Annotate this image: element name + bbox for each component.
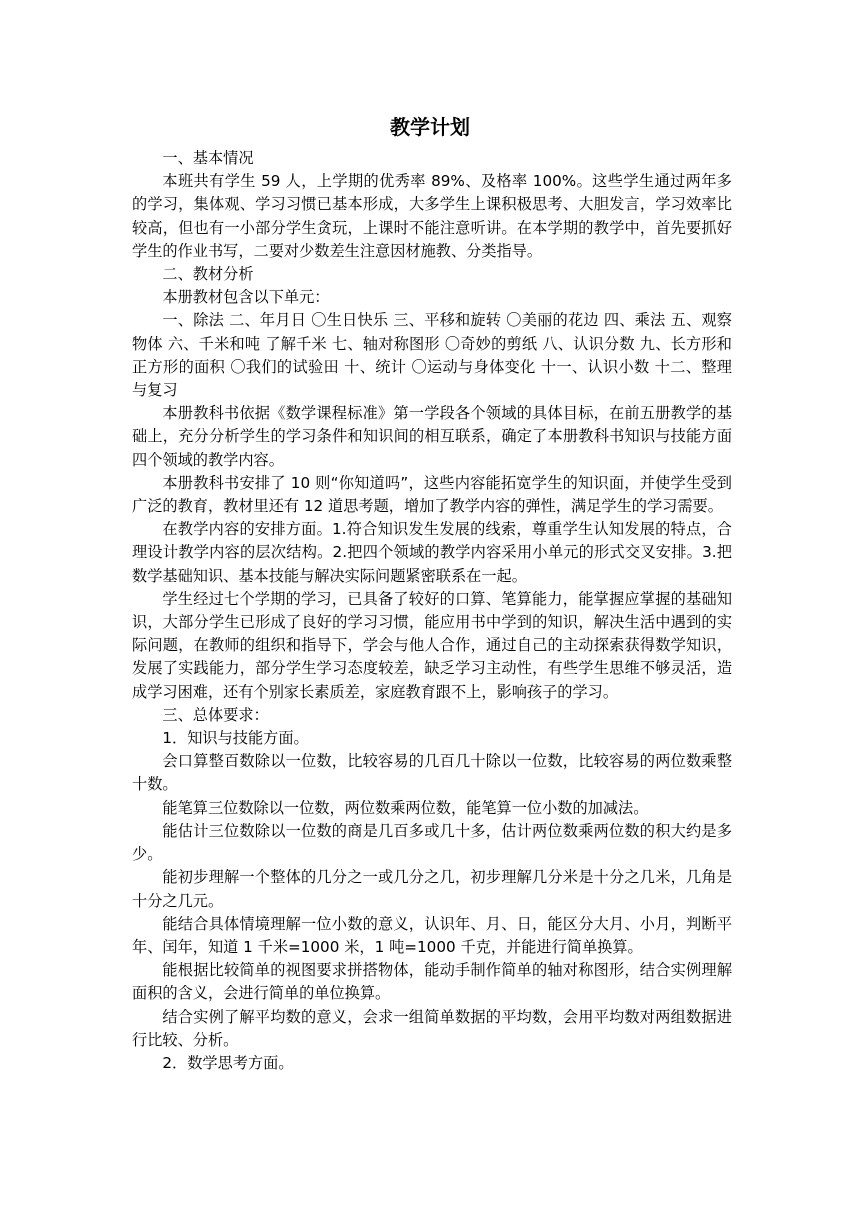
paragraph-units-intro: 本册教材包含以下单元：: [162, 288, 330, 307]
heading-overall-requirements: 三、总体要求：: [162, 705, 269, 724]
paragraph-geometry-area: 能根据比较简单的视图要求拼搭物体，能动手制作简单的轴对称图形，结合实例理解面积的含义，会进行简单的单位换算。: [132, 961, 732, 1003]
paragraph-student-status: 学生经过七个学期的学习，已具备了较好的口算、笔算能力，能掌握应掌握的基础知识，大部分学生已形成了良好的学习习惯，能应用书中学到的知识，解决生活中遇到的实际问题，在教师的组织和指导下，学会与他人合作，通过自己的主动探索获得数学知识，发展了实践能力，部分学生学习态度较差，缺乏学习主动性，有些学生思维不够灵活，造成学习困难，还有个别家长素质差，家庭教育跟不上，影响孩子的学习。: [132, 589, 732, 701]
paragraph-decimals-calendar-units: 能结合具体情境理解一位小数的意义，认识年、月、日，能区分大月、小月，判断平年、闰年，知道 1 千米=1000 米，1 吨=1000 千克，并能进行简单换算。: [132, 914, 732, 956]
paragraph-estimation: 能估计三位数除以一位数的商是几百多或几十多，估计两位数乘两位数的积大约是多少。: [132, 821, 732, 864]
heading-knowledge-skills: 1．知识与技能方面。: [162, 729, 309, 748]
heading-textbook-analysis: 二、教材分析: [162, 265, 254, 284]
document-body: [132, 147, 732, 1075]
paragraph-unit-list: 一、除法 二、年月日 〇生日快乐 三、平移和旋转 〇美丽的花边 四、乘法 五、观察物体 六、千米和吨 了解千米 七、轴对称图形 〇奇妙的剪纸 八、认识分数 九、长方形和正方形的面积 〇我们的试验田 十、统计 〇运动与身体变化 十一、认识小数 十二、整理与复习: [132, 311, 732, 400]
paragraph-written-arithmetic: 能笔算三位数除以一位数，两位数乘两位数，能笔算一位小数的加减法。: [162, 798, 649, 817]
heading-basic-situation: 一、基本情况: [162, 149, 254, 167]
paragraph-did-you-know: 本册教科书安排了 10 则“你知道吗”，这些内容能拓宽学生的知识面，并使学生受到广泛的教育，教材里还有 12 道思考题，增加了教学内容的弹性，满足学生的学习需要。: [132, 473, 732, 516]
document-title: 教学计划: [390, 115, 470, 139]
paragraph-class-overview: 本班共有学生 59 人，上学期的优秀率 89%、及格率 100%。这些学生通过两年多的学习，集体观、学习习惯已基本形成，大多学生上课积极思考、大胆发言，学习效率比较高，但也有一小部分学生贪玩，上课时不能注意听讲。在本学期的教学中，首先要抓好学生的作业书写，二要对少数差生注意因材施教、分类指导。: [132, 172, 732, 260]
paragraph-fractions: 能初步理解一个整体的几分之一或几分之几，初步理解几分米是十分之几米，几角是十分之几元。: [132, 868, 732, 910]
paragraph-average: 结合实例了解平均数的意义，会求一组简单数据的平均数，会用平均数对两组数据进行比较、分析。: [132, 1007, 732, 1049]
paragraph-mental-arithmetic: 会口算整百数除以一位数，比较容易的几百几十除以一位数，比较容易的两位数乘整十数。: [132, 752, 732, 794]
paragraph-curriculum-basis: 本册教科书依据《数学课程标准》第一学段各个领域的具体目标，在前五册教学的基础上，充分分析学生的学习条件和知识间的相互联系，确定了本册教科书知识与技能方面四个领域的教学内容。: [132, 404, 732, 469]
paragraph-content-arrangement: 在教学内容的安排方面。1.符合知识发生发展的线索，尊重学生认知发展的特点，合理设计教学内容的层次结构。2.把四个领域的教学内容采用小单元的形式交叉安排。3.把数学基础知识、基本技能与解决实际问题紧密联系在一起。: [132, 520, 732, 585]
heading-math-thinking: 2．数学思考方面。: [162, 1053, 294, 1072]
